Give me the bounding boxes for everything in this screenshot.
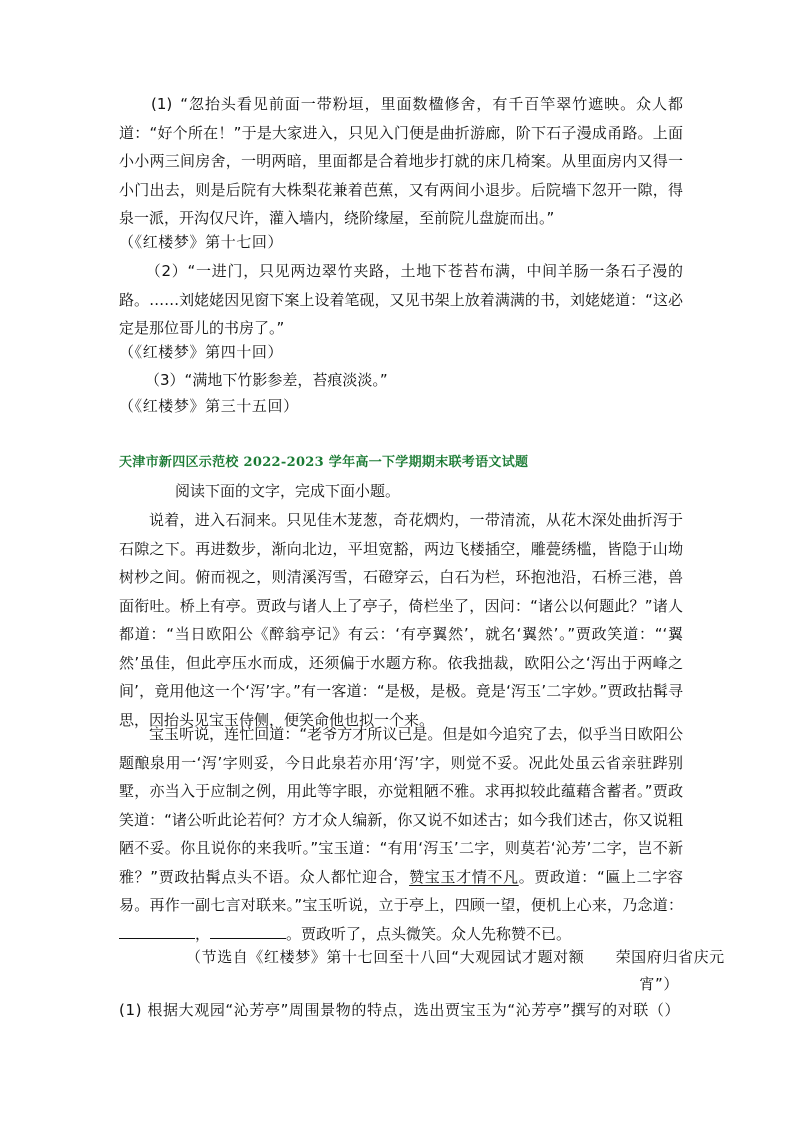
answer-blank-1[interactable]	[119, 924, 195, 939]
passage-paragraph-2	[119, 720, 683, 948]
item-number: （3）	[145, 371, 185, 389]
item-text: “忽抬头看见前面一带粉垣，里面数楹修舍，有千百竿翠竹遮映。众人都道：“好个所在！”于是大家进入，只见入门便是曲折游廊，阶下石子漫成甬路。上面小小两三间房舍，一明两暗，里面都是合着地步打就的床几椅案。从里面房内又得一小门出去，则是后院有大株梨花兼着芭蕉，又有两间小退步。后院墙下忽开一隙，得泉一派，开沟仅尺许，灌入墙内，绕阶缘屋，至前院儿盘旋而出。”	[119, 95, 683, 227]
passage-source-line-1: （节选自《红楼梦》第十七回至十八回“大观园试才题对额 荣国府归省庆元	[186, 948, 725, 966]
exam-section-title: 天津市新四区示范校 2022-2023 学年高一下学期期末联考语文试题	[119, 455, 529, 470]
item-number: （2）	[145, 262, 188, 280]
underlined-phrase: 赞宝玉才情不凡	[409, 867, 519, 886]
answer-blank-2[interactable]	[210, 924, 286, 939]
reading-instruction	[119, 477, 683, 506]
instruction-text: 阅读下面的文字，完成下面小题。	[175, 482, 401, 500]
passage-text: 宝玉听说，连忙回道：“老爷方才所议已是。但是如今追究了去，似乎当日欧阳公题酿泉用一‘泻’字则妥，今日此泉若亦用‘泻’字，则觉不妥。况此处虽云省亲驻跸别墅，亦当入于应制之例，用此等字眼，亦觉粗陋不雅。求再拟较此蕴藉含蓄者。”贾政笑道：“诸公听此论若何？方才众人编新，你又说不如述古；如今我们述古，你又说粗陋不妥。你且说你的来我听。”宝玉道：“有用‘泻玉’二字，则莫若‘沁芳’二字，岂不新雅？”贾政拈髯点头不语。众人都忙迎合，	[119, 725, 683, 886]
passage-paragraph-1: 说着，进入石洞来。只见佳木茏葱，奇花熌灼，一带清流，从花木深处曲折泻于石隙之下。再进数步，渐向北边，平坦宽豁，两边飞楼插空，雕甍绣槛，皆隐于山坳树杪之间。俯而视之，则清溪泻雪，石磴穿云，白石为栏，环抱池沿，石桥三港，兽面衔吐。桥上有亭。贾政与诸人上了亭子，倚栏坐了，因问：“诸公以何题此？”诸人都道：“当日欧阳公《醉翁亭记》有云：‘有亭翼然’，就名‘翼然’。”贾政笑道：“‘翼然’虽佳，但此亭压水而成，还须偏于水题方称。依我拙裁，欧阳公之‘泻出于两峰之间’，竟用他这一个‘泻’字。”有一客道：“是极，是极。竟是‘泻玉’二字妙。”贾政拈髯寻思，因抬头见宝玉侍侧，便笑命他也拟一个来。	[119, 511, 683, 729]
quote-item-1	[119, 90, 683, 233]
source-citation-2: （《红楼梦》第四十回）	[119, 343, 284, 361]
quote-item-3	[119, 366, 683, 395]
item-text: “满地下竹影参差，苔痕淡淡。”	[184, 371, 388, 389]
source-citation-1: （《红楼梦》第十七回）	[119, 233, 284, 251]
item-number: (1)	[151, 95, 173, 113]
passage-text: 。贾政听了，点头微笑。众人先称赞不已。	[286, 924, 572, 943]
item-text: “一进门，只见两边翠竹夹路，土地下苍苔布满，中间羊肠一条石子漫的路。……刘姥姥因见窗下案上设着笔砚，又见书架上放着满满的书，刘姥姥道：“这必定是那位哥儿的书房了。”	[119, 262, 683, 337]
question-1: (1) 根据大观园“沁芳亭”周围景物的特点，选出贾宝玉为“沁芳亭”撰写的对联（）	[119, 1001, 681, 1019]
passage-text: 。贾政道：“匾上二字容易。再作一副七言对联来。”宝玉听说，立于亭上，四顾一望，便机上心来，乃念道：	[119, 867, 683, 914]
passage-source-line-2: 宵”）	[639, 975, 679, 993]
blank-separator: ，	[195, 924, 211, 943]
quote-item-2	[119, 257, 683, 343]
source-citation-3: （《红楼梦》第三十五回）	[119, 397, 299, 415]
